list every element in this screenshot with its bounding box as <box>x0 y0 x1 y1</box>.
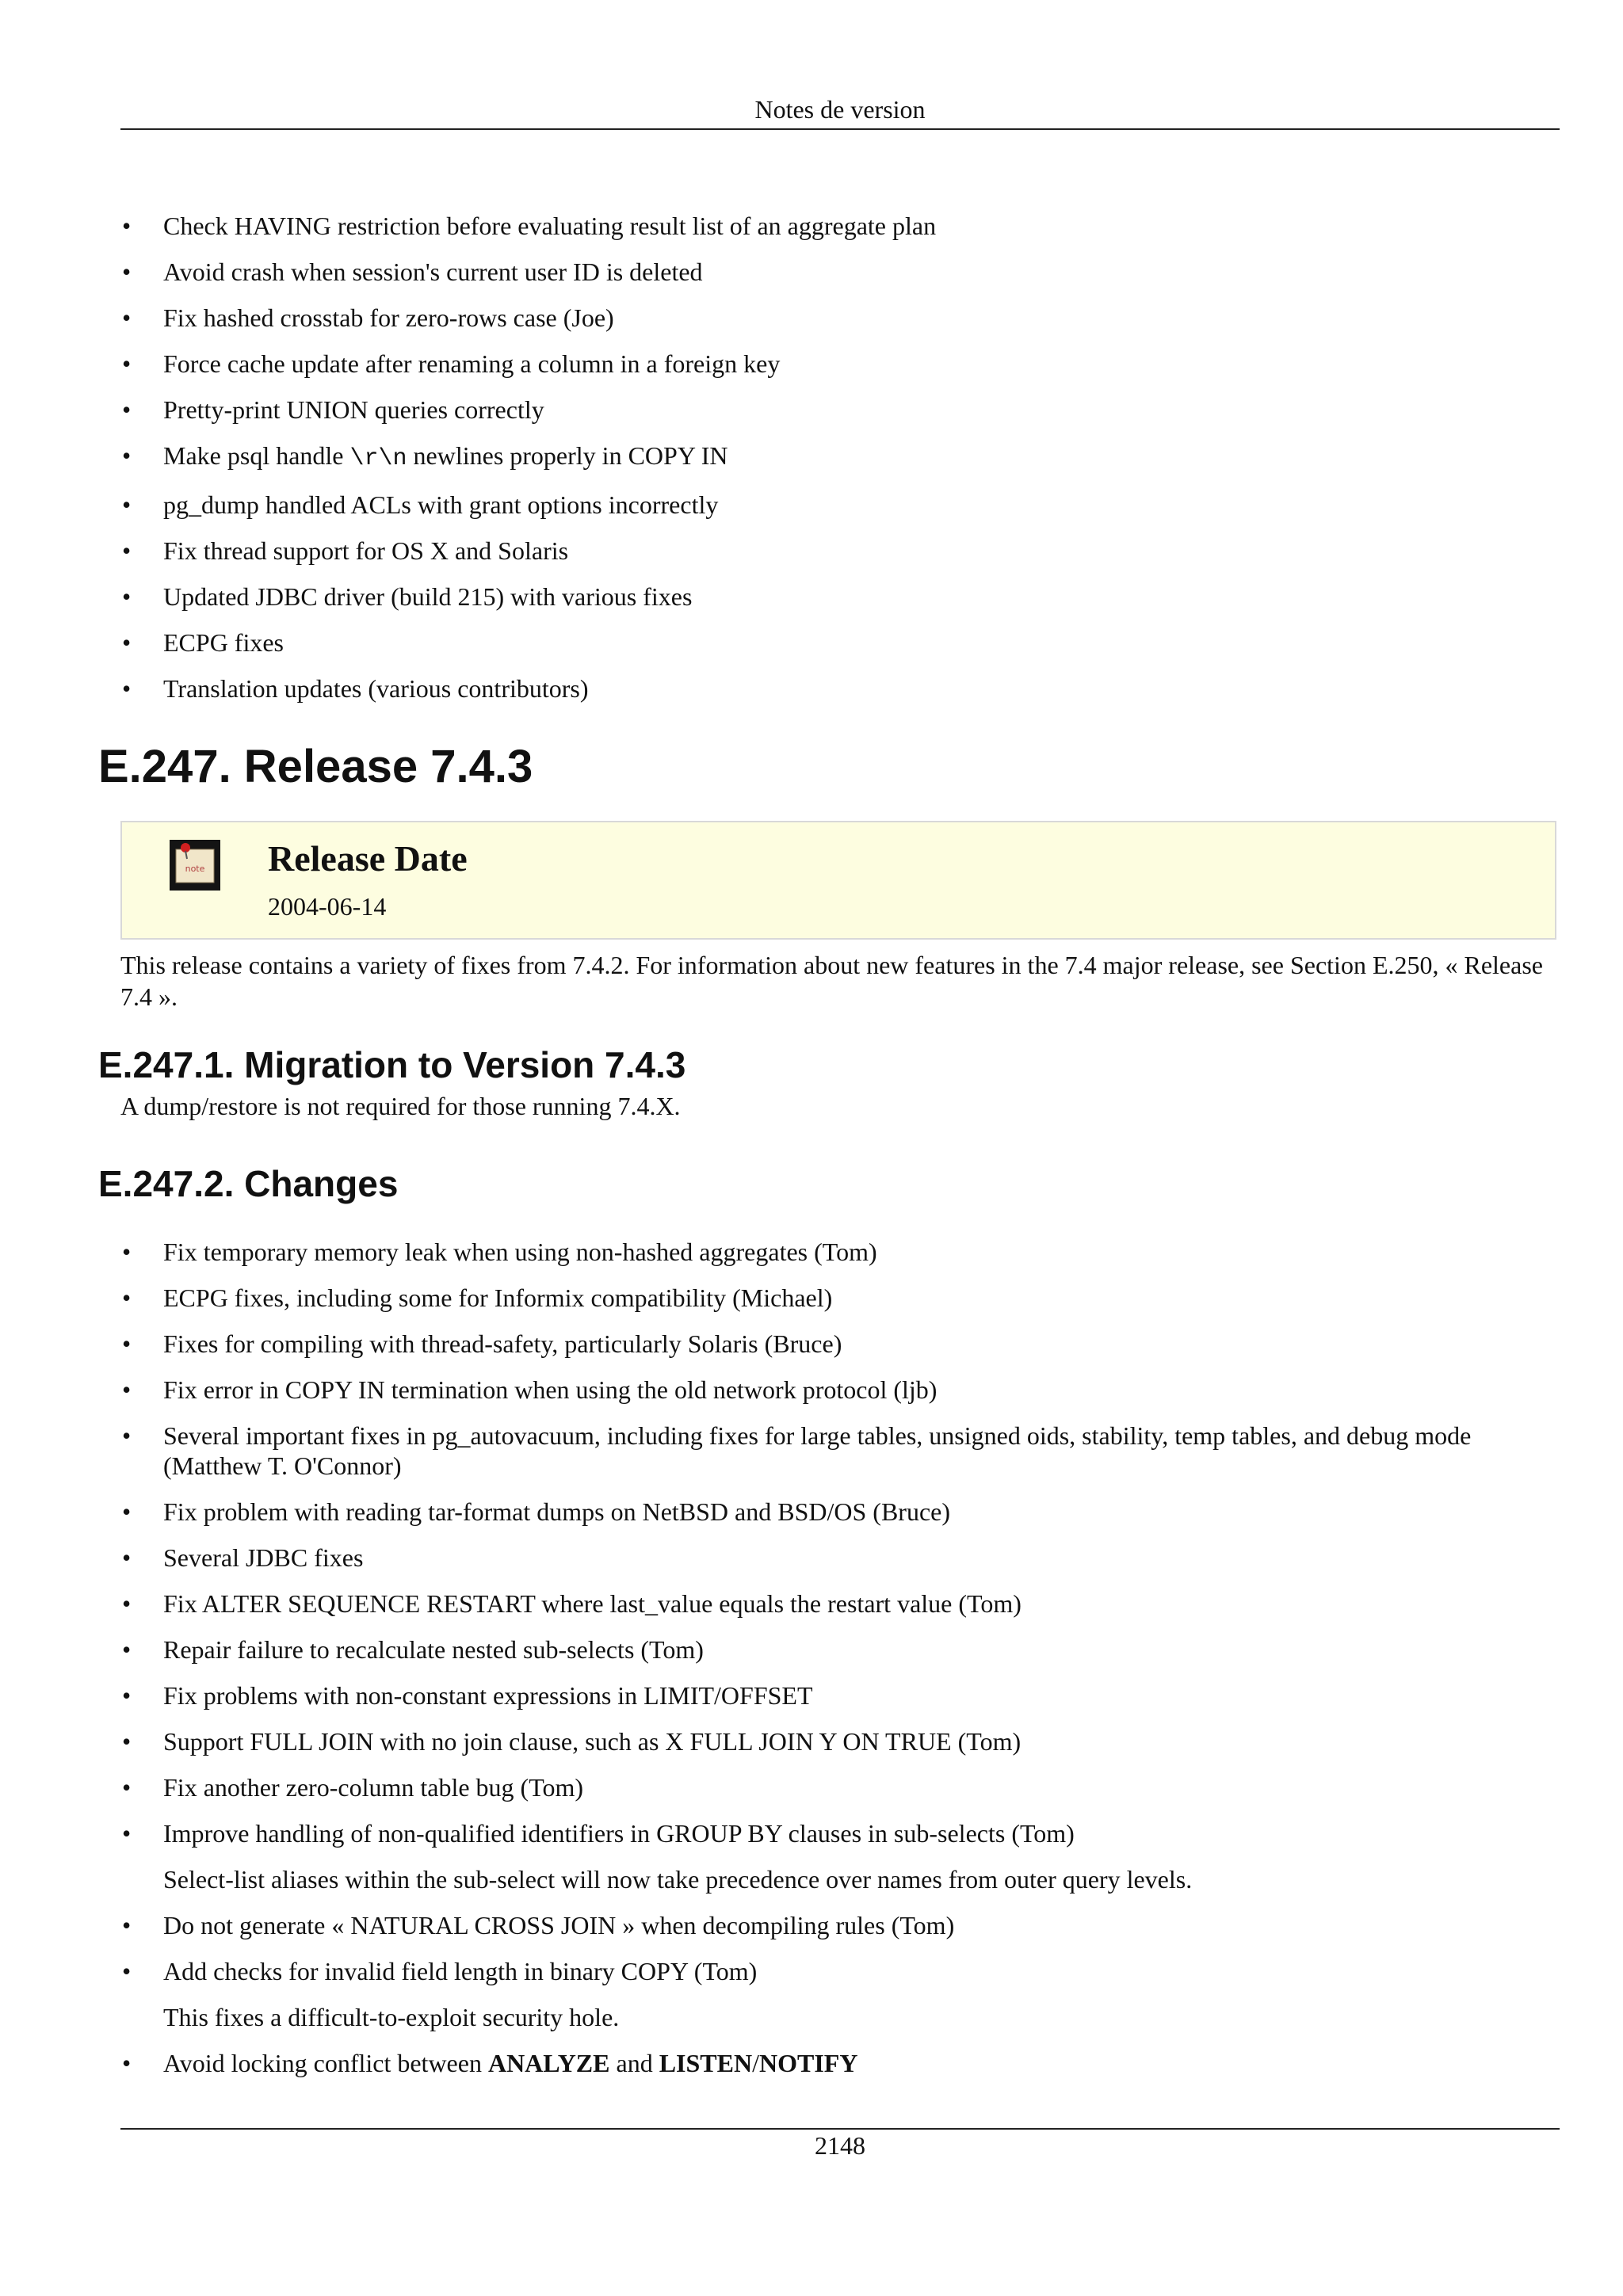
list-item: • Support FULL JOIN with no join clause, such as X FULL JOIN Y ON TRUE (Tom) <box>120 1726 1560 1756</box>
list-item: • Force cache update after renaming a column in a foreign key <box>120 349 1560 379</box>
list-item: • Fix problem with reading tar-format dumps on NetBSD and BSD/OS (Bruce) <box>120 1497 1560 1527</box>
list-item-note: Select-list aliases within the sub-select will now take precedence over names from outer query levels. <box>163 1865 1193 1894</box>
list-item: • Fix ALTER SEQUENCE RESTART where last_value equals the restart value (Tom) <box>120 1589 1560 1619</box>
migration-heading: E.247.1. Migration to Version 7.4.3 <box>98 1044 686 1085</box>
list-item: • Check HAVING restriction before evaluating result list of an aggregate plan <box>120 211 1560 241</box>
page-number: 2148 <box>815 2131 865 2160</box>
intro-paragraph: This release contains a variety of fixes from 7.4.2. For information about new features in the 7.4 major release, see Section E.250, « Release 7.4 ». <box>120 951 1543 1011</box>
command-notify: NOTIFY <box>758 2049 858 2077</box>
changes-list <box>120 1237 1560 2094</box>
release-date-note <box>120 821 1556 940</box>
list-item: • Several JDBC fixes <box>120 1543 1560 1573</box>
list-item-note: This fixes a difficult-to-exploit security hole. <box>163 2003 620 2031</box>
list-item: • Translation updates (various contributors) <box>120 673 1560 704</box>
note-title: Release Date <box>268 838 468 879</box>
inline-code: \r\n <box>349 445 407 472</box>
command-analyze: ANALYZE <box>487 2049 610 2077</box>
list-item: • Fix problems with non-constant expressions in LIMIT/OFFSET <box>120 1680 1560 1711</box>
list-item: • Fix thread support for OS X and Solaris <box>120 536 1560 566</box>
list-item <box>120 441 1560 474</box>
previous-changes-list <box>120 211 1560 719</box>
release-date: 2004-06-14 <box>268 892 387 921</box>
list-item-text: Avoid locking conflict between <box>163 2049 488 2077</box>
list-item: • Pretty-print UNION queries correctly <box>120 395 1560 425</box>
list-item: • Do not generate « NATURAL CROSS JOIN » when decompiling rules (Tom) <box>120 1910 1560 1940</box>
list-item: • Fixes for compiling with thread-safety, particularly Solaris (Bruce) <box>120 1329 1560 1359</box>
list-item: • Repair failure to recalculate nested sub-selects (Tom) <box>120 1634 1560 1665</box>
slash: / <box>752 2049 759 2077</box>
list-item: • ECPG fixes <box>120 627 1560 658</box>
list-item-text: newlines properly in COPY IN <box>407 441 728 470</box>
list-item: • Fix another zero-column table bug (Tom) <box>120 1772 1560 1802</box>
list-item-text: Improve handling of non-qualified identifiers in GROUP BY clauses in sub-selects (Tom) <box>163 1819 1075 1848</box>
command-listen: LISTEN <box>659 2049 753 2077</box>
list-item-text: Add checks for invalid field length in binary COPY (Tom) <box>163 1957 758 1985</box>
list-item: • Fix error in COPY IN termination when using the old network protocol (ljb) <box>120 1375 1560 1405</box>
list-item-text: and <box>609 2049 659 2077</box>
list-item <box>120 2048 1560 2078</box>
list-item: • Fix hashed crosstab for zero-rows case (Joe) <box>120 303 1560 333</box>
migration-paragraph: A dump/restore is not required for those running 7.4.X. <box>120 1092 681 1120</box>
svg-text:note: note <box>185 864 205 874</box>
list-item: • Fix temporary memory leak when using non-hashed aggregates (Tom) <box>120 1237 1560 1267</box>
note-icon <box>170 840 220 891</box>
list-item-text: Make psql handle <box>163 441 350 470</box>
header-rule <box>120 128 1560 130</box>
list-item: • pg_dump handled ACLs with grant options incorrectly <box>120 490 1560 520</box>
list-item <box>120 1956 1560 2032</box>
section-title: E.247. Release 7.4.3 <box>98 741 533 792</box>
list-item <box>120 1818 1560 1894</box>
running-header: Notes de version <box>754 95 926 124</box>
list-item: • Avoid crash when session's current user ID is deleted <box>120 257 1560 287</box>
list-item: • Updated JDBC driver (build 215) with various fixes <box>120 582 1560 612</box>
changes-heading: E.247.2. Changes <box>98 1163 399 1204</box>
list-item: • ECPG fixes, including some for Informix compatibility (Michael) <box>120 1283 1560 1313</box>
list-item: • Several important fixes in pg_autovacuum, including fixes for large tables, unsigned oids, stability, temp tables, and debug mode (Matthew T. O'Connor) <box>120 1421 1560 1481</box>
